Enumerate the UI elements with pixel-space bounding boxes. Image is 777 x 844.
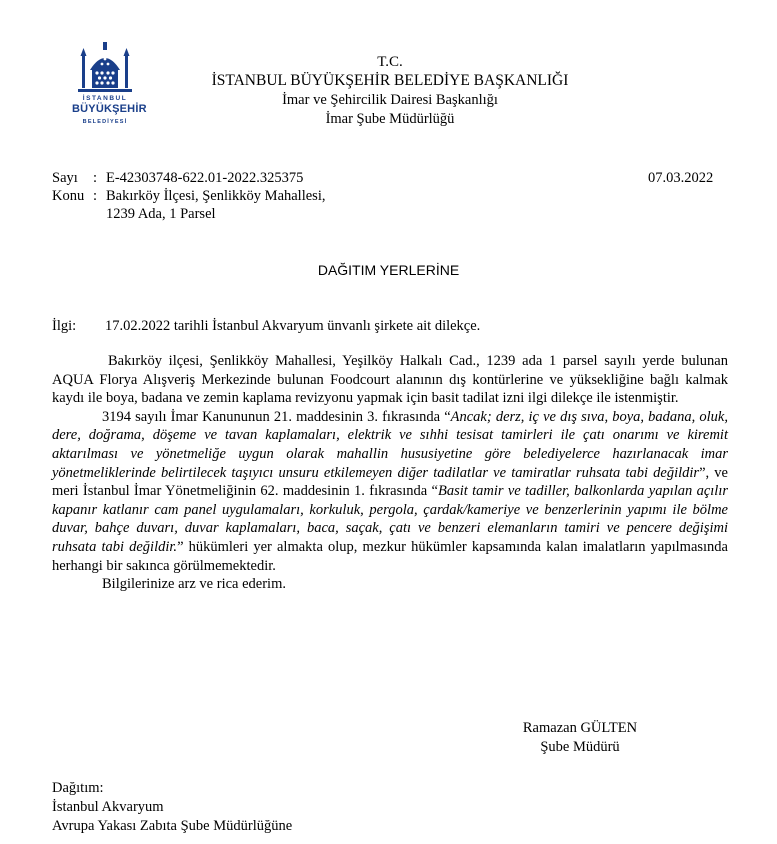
document-date: 07.03.2022 [648, 170, 714, 186]
p2-middle: ”, ve meri İstanbul İmar Yönetmeliğinin 62. maddesinin 1. fıkrasında “ [52, 464, 728, 500]
signatory-name: Ramazan GÜLTEN [522, 720, 638, 736]
konu-colon: : [93, 188, 98, 204]
ilgi-label: İlgi: [52, 318, 77, 334]
logo-line-2: BÜYÜKŞEHİR [72, 103, 147, 115]
distribution-label: Dağıtım: [52, 780, 104, 796]
konu-line-2: 1239 Ada, 1 Parsel [106, 206, 216, 222]
letter-body [52, 352, 728, 594]
logo-line-3: BELEDİYESİ [82, 119, 128, 125]
paragraph-3: Bilgilerinize arz ve rica ederim. [102, 576, 286, 593]
header-department: İmar ve Şehircilik Dairesi Başkanlığı [282, 92, 498, 108]
p2-quote-regulation: Basit tamir ve tadiller, balkonlarda yapılan açılır kapanır katlanır cam panel uygulamaları, korkuluk, pergola, çardak/kameriye ve benzerlerinin yapımı ile bölme duvar, bahçe duvarı, duvar kaplamaları, baca, saçak, çatı ve benzeri elemanların tamiri ve pencere değişimi ruhsata tabi değildir. [52, 483, 728, 555]
distribution-item: İstanbul Akvaryum [52, 799, 164, 815]
p2-quote-law: Ancak; derz, iç ve dış sıva, boya, badana, oluk, dere, doğrama, döşeme ve tavan kaplamaları, elektrik ve sıhhi tesisat tamirleri ile çatı onarımı ve kiremit aktarılması ve yönetmeliğe uygun olarak mahallin hususiyetine göre belediyelerce hazırlanacak imar yönetmeliklerinde belirtilecek taşıyıcı unsuru etkilemeyen diğer tadilatlar ve tamiratlar ruhsata tabi değildir [52, 408, 728, 481]
konu-line-1: Bakırköy İlçesi, Şenlikköy Mahallesi, [106, 188, 326, 204]
ibb-emblem-icon [72, 40, 138, 96]
sayi-colon: : [93, 170, 98, 186]
sayi-label: Sayı [52, 170, 78, 186]
logo-line-1: İSTANBUL [82, 95, 128, 102]
sayi-value: E-42303748-622.01-2022.325375 [106, 170, 304, 186]
header-branch: İmar Şube Müdürlüğü [325, 111, 455, 127]
konu-label: Konu [52, 188, 85, 204]
ilgi-text: 17.02.2022 tarihli İstanbul Akvaryum ünvanlı şirkete ait dilekçe. [105, 318, 481, 334]
p2-intro: 3194 sayılı İmar Kanununun 21. maddesinin 3. fıkrasında “ [102, 408, 451, 425]
ibb-logo [72, 40, 147, 132]
paragraph-2 [52, 408, 728, 575]
header-institution: İSTANBUL BÜYÜKŞEHİR BELEDİYE BAŞKANLIĞI [211, 72, 569, 89]
paragraph-1: Bakırköy ilçesi, Şenlikköy Mahallesi, Yeşilköy Halkalı Cad., 1239 ada 1 parsel sayılı yerde bulunan AQUA Florya Alışveriş Merkezinde bulunan Foodcourt alanının dış kontürlerine ve yüksekliğine bağlı kalmak kaydı ile boya, badana ve zemin kaplama revizyonu yapmak için basit tadilat izni ilgi dilekçe ile istenmiştir. [52, 353, 728, 407]
p2-conclusion: ” hükümleri yer almakta olup, mezkur hükümler kapsamında kalan imalatların yapılmasında herhangi bir sakınca görülmemektedir. [52, 538, 728, 574]
header-tc: T.C. [377, 54, 403, 70]
document-title: DAĞITIM YERLERİNE [317, 262, 460, 278]
signatory-title: Şube Müdürü [540, 739, 620, 755]
distribution-item: Avrupa Yakası Zabıta Şube Müdürlüğüne [52, 818, 293, 834]
